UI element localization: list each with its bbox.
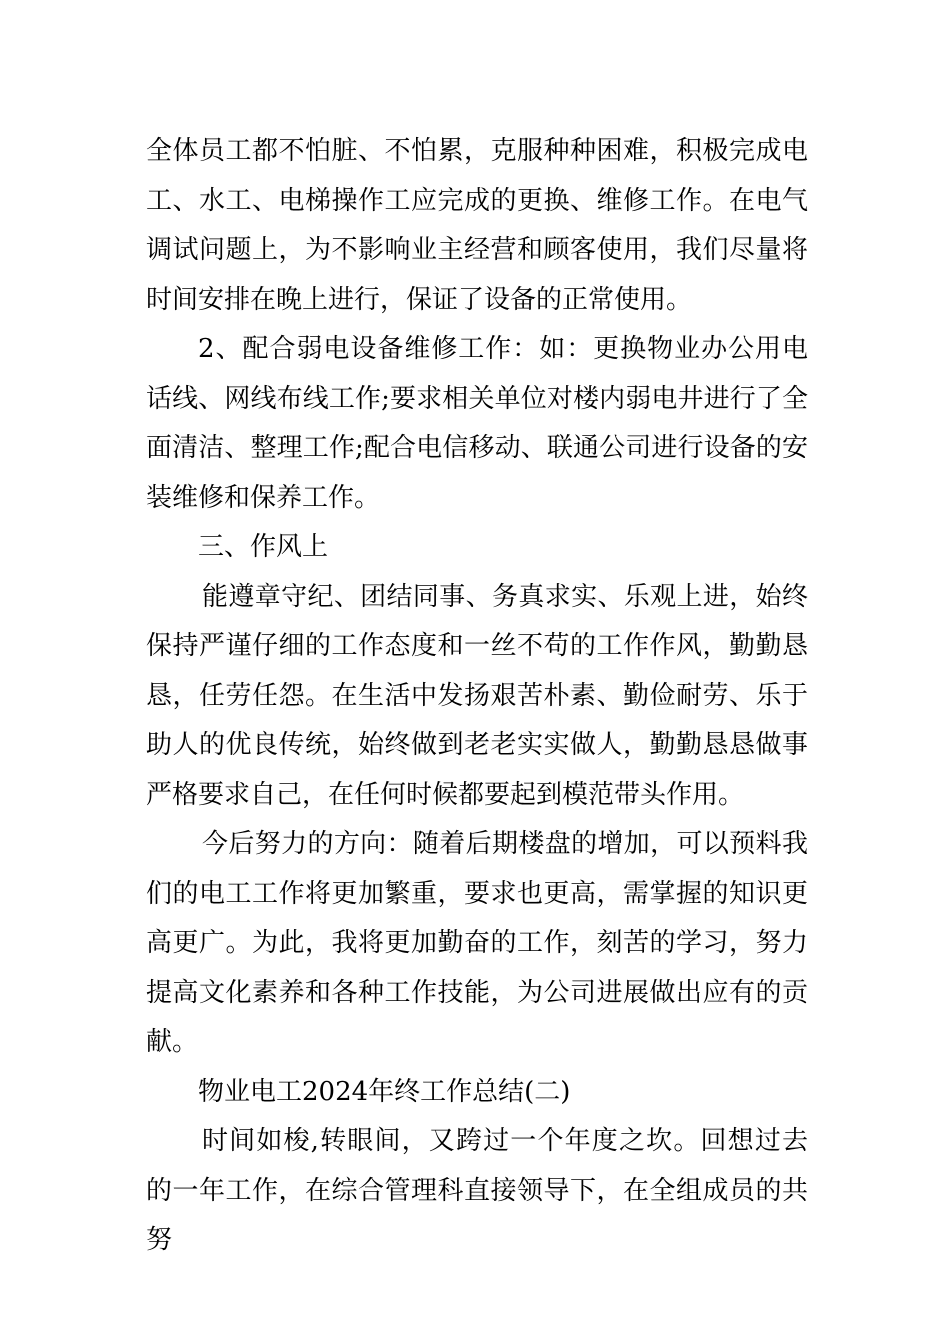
document-body (146, 127, 808, 1266)
paragraph-work-style: 能遵章守纪、团结同事、务真求实、乐观上进，始终保持严谨仔细的工作态度和一丝不苟的工作作风，勤勤恳恳，任劳任怨。在生活中发扬艰苦朴素、勤俭耐劳、乐于助人的优良传统，始终做到老老实实做人，勤勤恳恳做事严格要求自己，在任何时候都要起到模范带头作用。 (146, 581, 808, 810)
paragraph-weak-current-maintenance: 2、配合弱电设备维修工作：如：更换物业办公用电话线、网线布线工作;要求相关单位对楼内弱电井进行了全面清洁、整理工作;配合电信移动、联通公司进行设备的安装维修和保养工作。 (146, 334, 808, 513)
paragraph-year-review-intro: 时间如梭,转眼间，又跨过一个年度之坎。回想过去的一年工作，在综合管理科直接领导下，在全组成员的共努 (146, 1126, 808, 1255)
section-heading-work-style: 三、作风上 (198, 532, 329, 562)
paragraph-future-direction: 今后努力的方向：随着后期楼盘的增加，可以预料我们的电工工作将更加繁重，要求也更高，需掌握的知识更高更广。为此，我将更加勤奋的工作，刻苦的学习，努力提高文化素养和各种工作技能，为公司进展做出应有的贡献。 (146, 829, 808, 1057)
document-section-title: 物业电工2024年终工作总结(二) (198, 1076, 571, 1107)
paragraph-continuation: 全体员工都不怕脏、不怕累，克服种种困难，积极完成电工、水工、电梯操作工应完成的更换、维修工作。在电气调试问题上，为不影响业主经营和顾客使用，我们尽量将时间安排在晚上进行，保证了设备的正常使用。 (146, 136, 808, 315)
